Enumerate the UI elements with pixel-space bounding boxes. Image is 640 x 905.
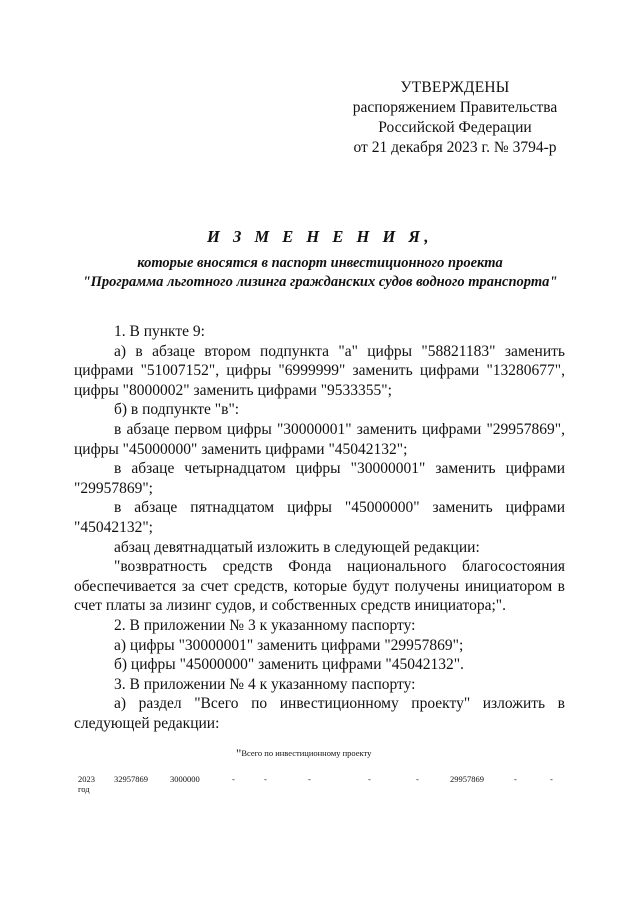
- paragraph-10: а) цифры "30000001" заменить цифрами "29957869";: [114, 636, 464, 654]
- table-title-text: Всего по инвестиционному проекту: [241, 748, 372, 758]
- approval-block: [340, 78, 570, 158]
- heading-title: И З М Е Н Е Н И Я,: [207, 227, 433, 246]
- approval-line-1: распоряжением Правительства: [352, 99, 558, 116]
- paragraph-9: 2. В приложении № 3 к указанному паспорту:: [114, 616, 416, 634]
- approval-line-3: от 21 декабря 2023 г. № 3794-р: [353, 139, 557, 156]
- table-cell: -: [514, 774, 517, 784]
- table-cell: -: [416, 774, 419, 784]
- paragraph-12: 3. В приложении № 4 к указанному паспорту:: [114, 675, 416, 693]
- table-cell: -: [368, 774, 371, 784]
- approval-line-2: Российской Федерации: [378, 119, 532, 136]
- table-title: [236, 748, 371, 759]
- table-open-quote: ": [236, 746, 242, 761]
- paragraph-2: а) в абзаце втором подпункта "а" цифры "58821183" заменить цифрами "51007152", цифры "6999999" заменить цифрами "13280677", цифры "8000002" заменить цифрами "9533355";: [74, 342, 565, 399]
- approval-title: УТВЕРЖДЕНЫ: [400, 79, 510, 96]
- paragraph-11: б) цифры "45000000" заменить цифрами "45042132".: [114, 656, 464, 674]
- table-cell: -: [308, 774, 311, 784]
- table-cell: -: [264, 774, 267, 784]
- paragraph-6: в абзаце пятнадцатом цифры "45000000" заменить цифрами "45042132";: [74, 499, 565, 536]
- paragraph-7: абзац девятнадцатый изложить в следующей редакции:: [114, 538, 480, 556]
- paragraph-3: б) в подпункте "в":: [114, 401, 240, 419]
- document-heading: [60, 226, 580, 292]
- paragraph-1: 1. В пункте 9:: [114, 323, 205, 340]
- table-cell: 32957869: [114, 774, 148, 784]
- paragraph-8: "возвратность средств Фонда национального благосостояния обеспечивается за счет средств, которые будут получены инициатором в счет платы за лизинг судов, и собственных средств инициатора;".: [74, 558, 565, 615]
- table-cell: 3000000: [170, 774, 200, 784]
- paragraph-13: а) раздел "Всего по инвестиционному проекту" изложить в следующей редакции:: [74, 695, 565, 732]
- heading-subtitle-1: которые вносятся в паспорт инвестиционного проекта: [137, 255, 503, 271]
- table-cell-year: 2023 год: [78, 774, 95, 794]
- table-row: [78, 774, 558, 798]
- paragraph-4: в абзаце первом цифры "30000001" заменить цифрами "29957869", цифры "45000000" заменить цифрами "45042132";: [74, 420, 565, 458]
- table-cell: 29957869: [450, 774, 484, 784]
- table-cell: -: [550, 774, 553, 784]
- paragraph-5: в абзаце четырнадцатом цифры "30000001" заменить цифрами "29957869";: [74, 460, 565, 497]
- heading-subtitle-2: "Программа льготного лизинга гражданских судов водного транспорта": [82, 274, 558, 290]
- document-body: [74, 322, 565, 733]
- table-cell: -: [232, 774, 235, 784]
